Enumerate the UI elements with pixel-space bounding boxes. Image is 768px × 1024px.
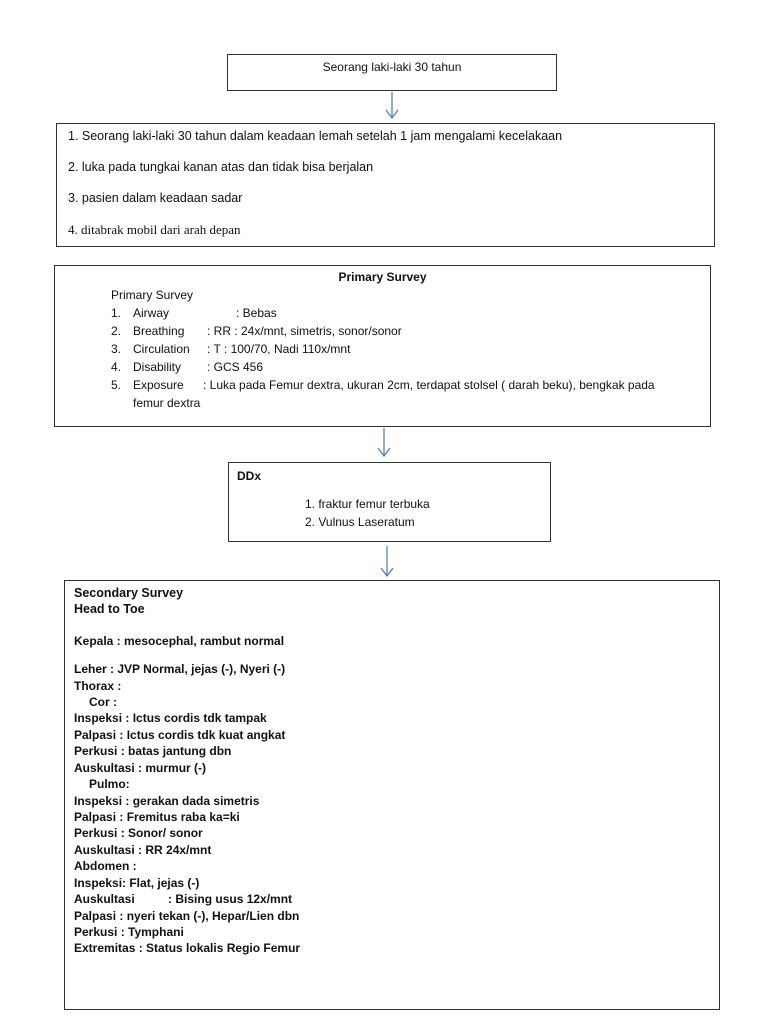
arrow-down-icon	[384, 92, 400, 120]
secondary-survey-subheading: Head to Toe	[74, 602, 145, 616]
exam-line: Thorax :	[74, 679, 122, 693]
exam-line: Abdomen :	[74, 859, 137, 873]
exam-line: Perkusi : Tymphani	[74, 925, 184, 939]
primary-survey-subheading: Primary Survey	[111, 288, 194, 302]
exam-line: Palpasi : Fremitus raba ka=ki	[74, 810, 240, 824]
arrow-down-icon	[376, 428, 392, 458]
fact-item: 4. ditabrak mobil dari arah depan	[68, 222, 241, 237]
secondary-survey-box	[64, 580, 720, 1010]
exam-line: Auskultasi : RR 24x/mnt	[74, 843, 212, 857]
case-facts-box	[56, 123, 715, 247]
exam-line: Auskultasi : Bising usus 12x/mnt	[74, 892, 293, 906]
arrow-down-icon	[379, 546, 395, 578]
ddx-heading: DDx	[237, 469, 262, 483]
exam-line: Kepala : mesocephal, rambut normal	[74, 634, 285, 648]
exam-line: Palpasi : nyeri tekan (-), Hepar/Lien dbn	[74, 909, 300, 923]
primary-survey-heading: Primary Survey	[338, 270, 427, 284]
exam-line: Leher : JVP Normal, jejas (-), Nyeri (-)	[74, 662, 286, 676]
primary-survey-box	[54, 265, 711, 427]
primary-survey-item: 2. Breathing : RR : 24x/mnt, simetris, sonor/sonor	[111, 324, 402, 338]
fact-item: 1. Seorang laki-laki 30 tahun dalam keadaan lemah setelah 1 jam mengalami kecelakaan	[68, 129, 563, 143]
primary-survey-item: 5. Exposure : Luka pada Femur dextra, ukuran 2cm, terdapat stolsel ( darah beku), bengkak pada	[111, 378, 655, 392]
fact-item: 3. pasien dalam keadaan sadar	[68, 191, 243, 205]
ddx-item: 2. Vulnus Laseratum	[305, 515, 415, 529]
primary-survey-item: 4. Disability : GCS 456	[111, 360, 264, 374]
title-box	[227, 54, 557, 91]
exam-line: Inspeksi: Flat, jejas (-)	[74, 876, 200, 890]
exam-line: Perkusi : Sonor/ sonor	[74, 826, 203, 840]
fact-item: 2. luka pada tungkai kanan atas dan tidak bisa berjalan	[68, 160, 374, 174]
exam-line: Inspeksi : Ictus cordis tdk tampak	[74, 711, 267, 725]
exam-line: Auskultasi : murmur (-)	[74, 761, 207, 775]
exam-line: Pulmo:	[89, 777, 130, 791]
secondary-survey-heading: Secondary Survey	[74, 586, 184, 600]
exam-line: Inspeksi : gerakan dada simetris	[74, 794, 260, 808]
exam-line: Palpasi : Ictus cordis tdk kuat angkat	[74, 728, 286, 742]
exam-line: Perkusi : batas jantung dbn	[74, 744, 232, 758]
ddx-box	[228, 462, 551, 542]
primary-survey-item: 1. Airway : Bebas	[111, 306, 277, 320]
primary-survey-item-continuation: femur dextra	[133, 396, 201, 410]
title-text: Seorang laki-laki 30 tahun	[322, 60, 462, 74]
ddx-item: 1. fraktur femur terbuka	[305, 497, 430, 511]
primary-survey-item: 3. Circulation : T : 100/70, Nadi 110x/mnt	[111, 342, 351, 356]
exam-line: Cor :	[89, 695, 117, 709]
exam-line: Extremitas : Status lokalis Regio Femur	[74, 941, 301, 955]
